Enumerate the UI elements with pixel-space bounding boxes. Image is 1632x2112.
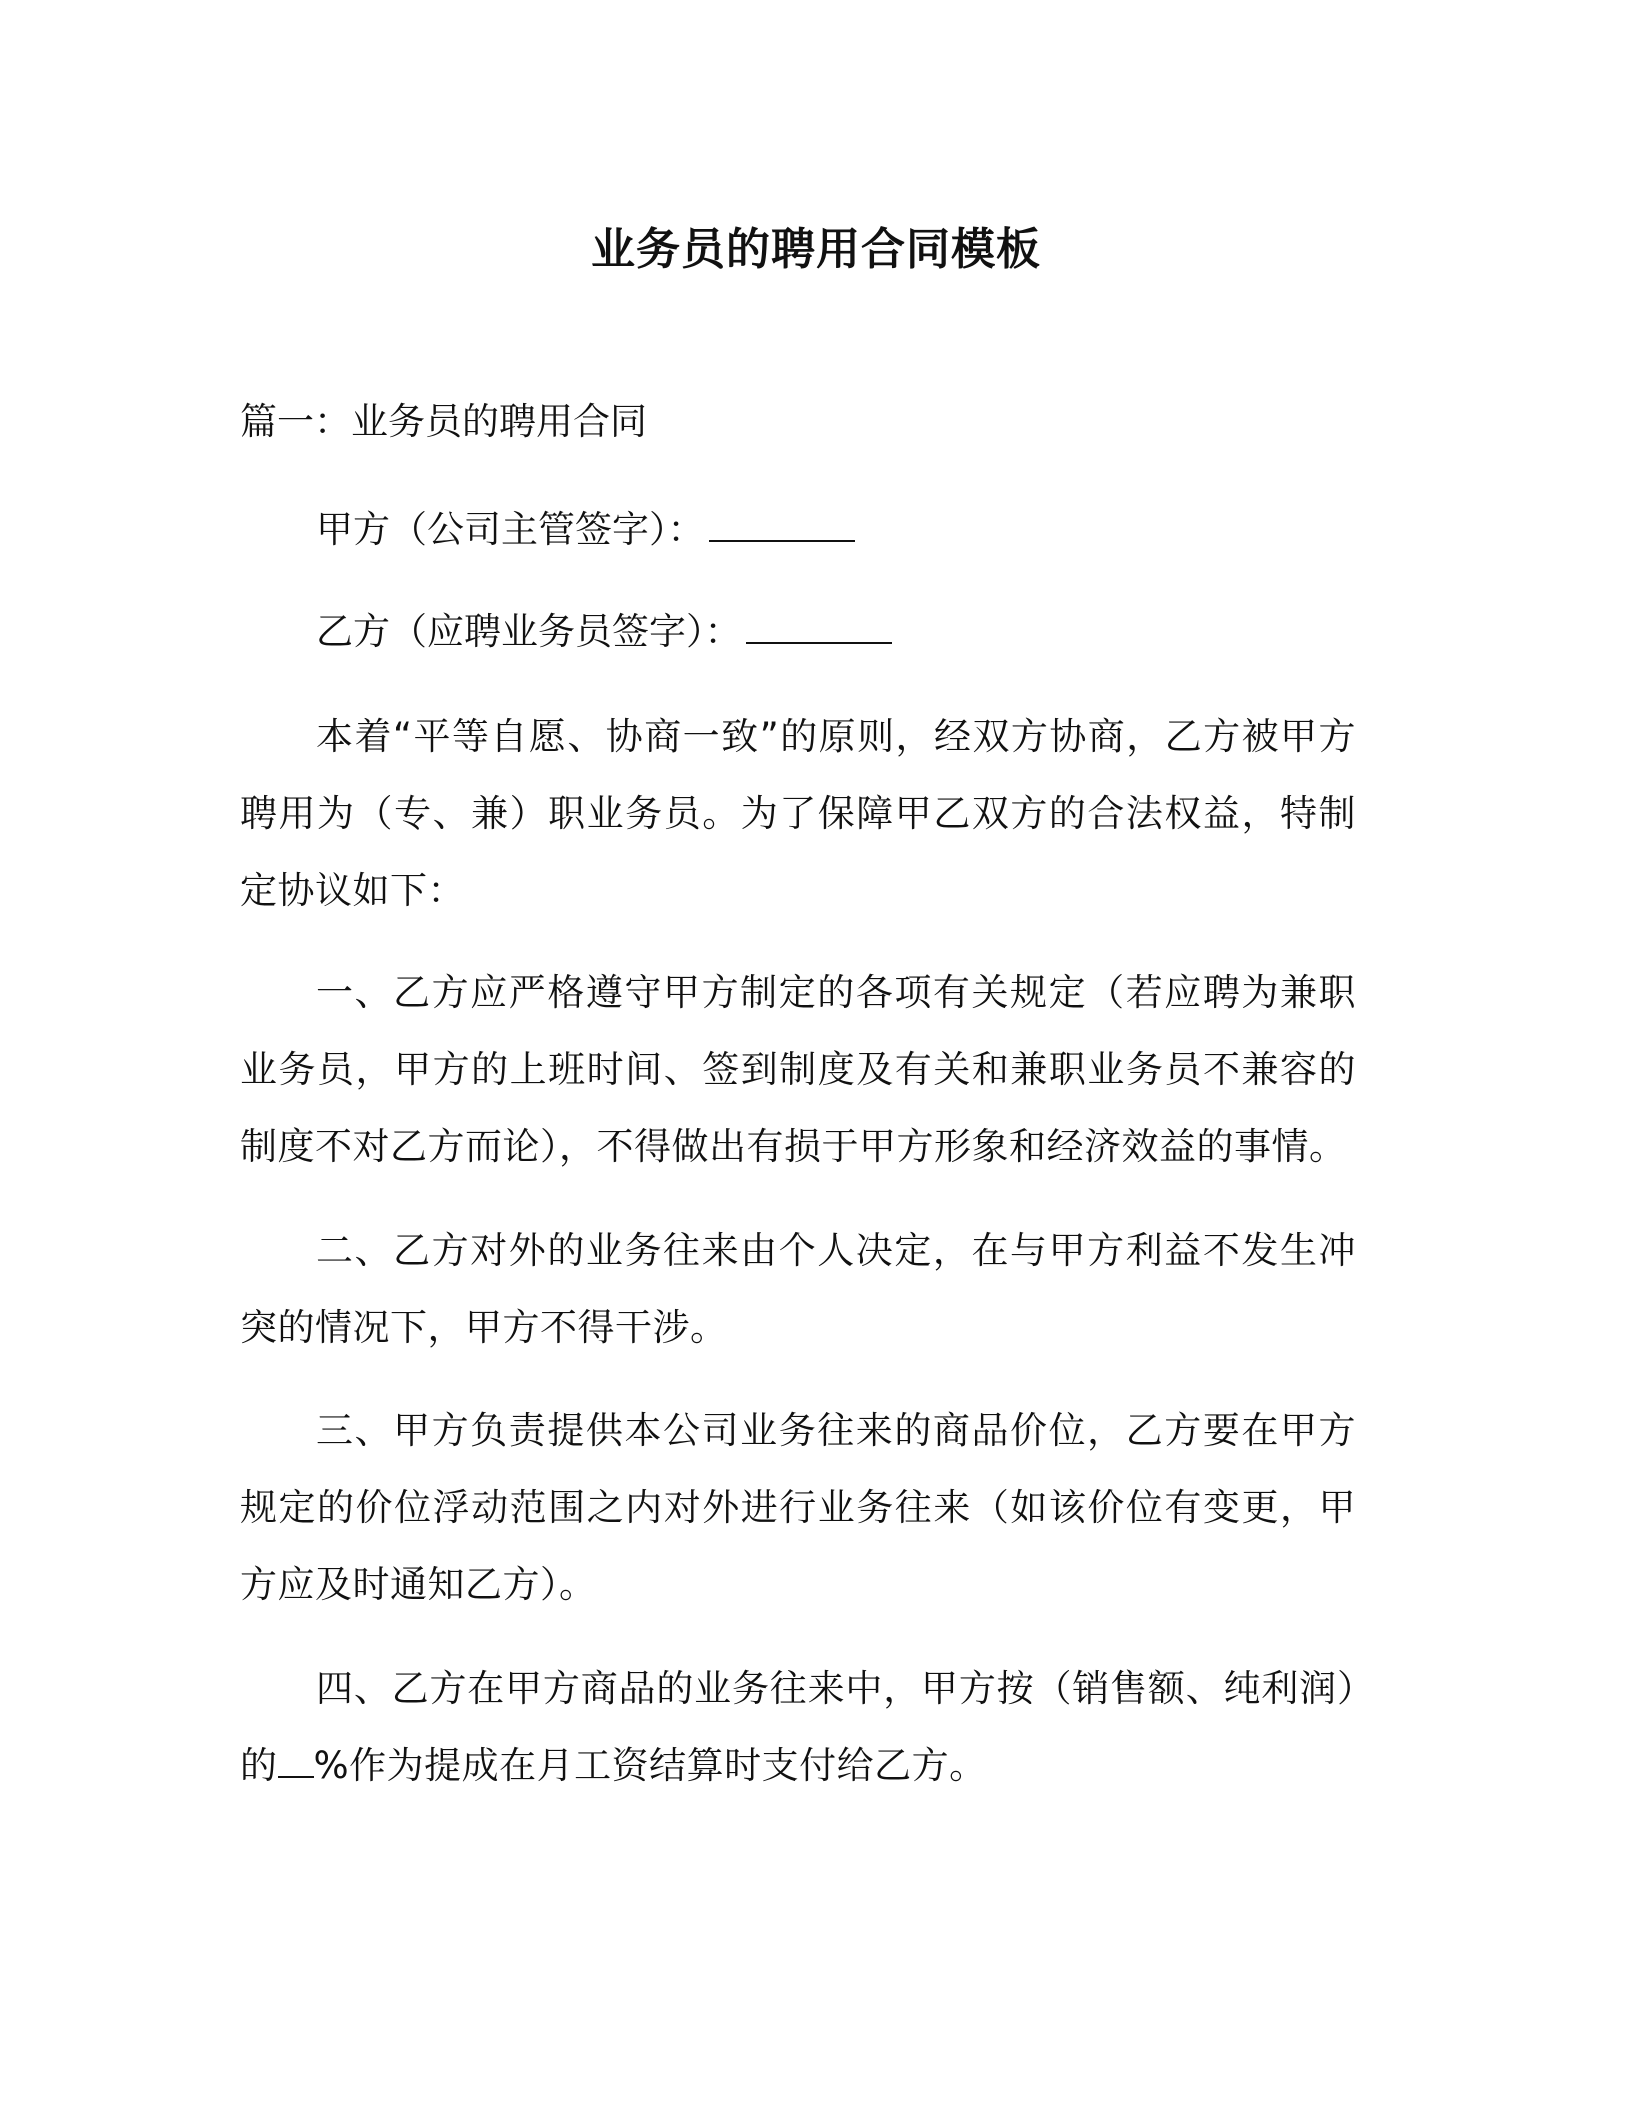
document-title: 业务员的聘用合同模板 bbox=[591, 224, 1041, 275]
party-b-label: 乙方（应聘业务员签字）： bbox=[316, 610, 742, 653]
section-heading: 篇一：业务员的聘用合同 bbox=[240, 400, 647, 443]
party-b-signature-line bbox=[316, 602, 892, 662]
party-a-label: 甲方（公司主管签字）： bbox=[316, 508, 705, 551]
clause-4-text-before: 四、乙方在甲方商品的业务往来中，甲方按（销售额、纯利润）的 bbox=[240, 1667, 1356, 1787]
clause-2-paragraph: 二、乙方对外的业务往来由个人决定，在与甲方利益不发生冲突的情况下，甲方不得干涉。 bbox=[240, 1229, 1356, 1349]
clause-4-text-after: %作为提成在月工资结算时支付给乙方。 bbox=[313, 1744, 987, 1787]
party-a-signature-blank bbox=[709, 506, 855, 542]
clause-4-paragraph bbox=[240, 1650, 1356, 1804]
party-a-signature-line bbox=[316, 500, 855, 560]
intro-paragraph: 本着“平等自愿、协商一致”的原则，经双方协商，乙方被甲方聘用为（专、兼）职业务员。为了保障甲乙双方的合法权益，特制定协议如下： bbox=[240, 715, 1356, 912]
clause-1-paragraph: 一、乙方应严格遵守甲方制定的各项有关规定（若应聘为兼职业务员，甲方的上班时间、签到制度及有关和兼职业务员不兼容的制度不对乙方而论），不得做出有损于甲方形象和经济效益的事情。 bbox=[240, 971, 1356, 1168]
commission-percent-blank bbox=[278, 1746, 314, 1778]
party-b-signature-blank bbox=[746, 608, 892, 644]
clause-3-paragraph: 三、甲方负责提供本公司业务往来的商品价位，乙方要在甲方规定的价位浮动范围之内对外进行业务往来（如该价位有变更，甲方应及时通知乙方）。 bbox=[240, 1409, 1356, 1606]
